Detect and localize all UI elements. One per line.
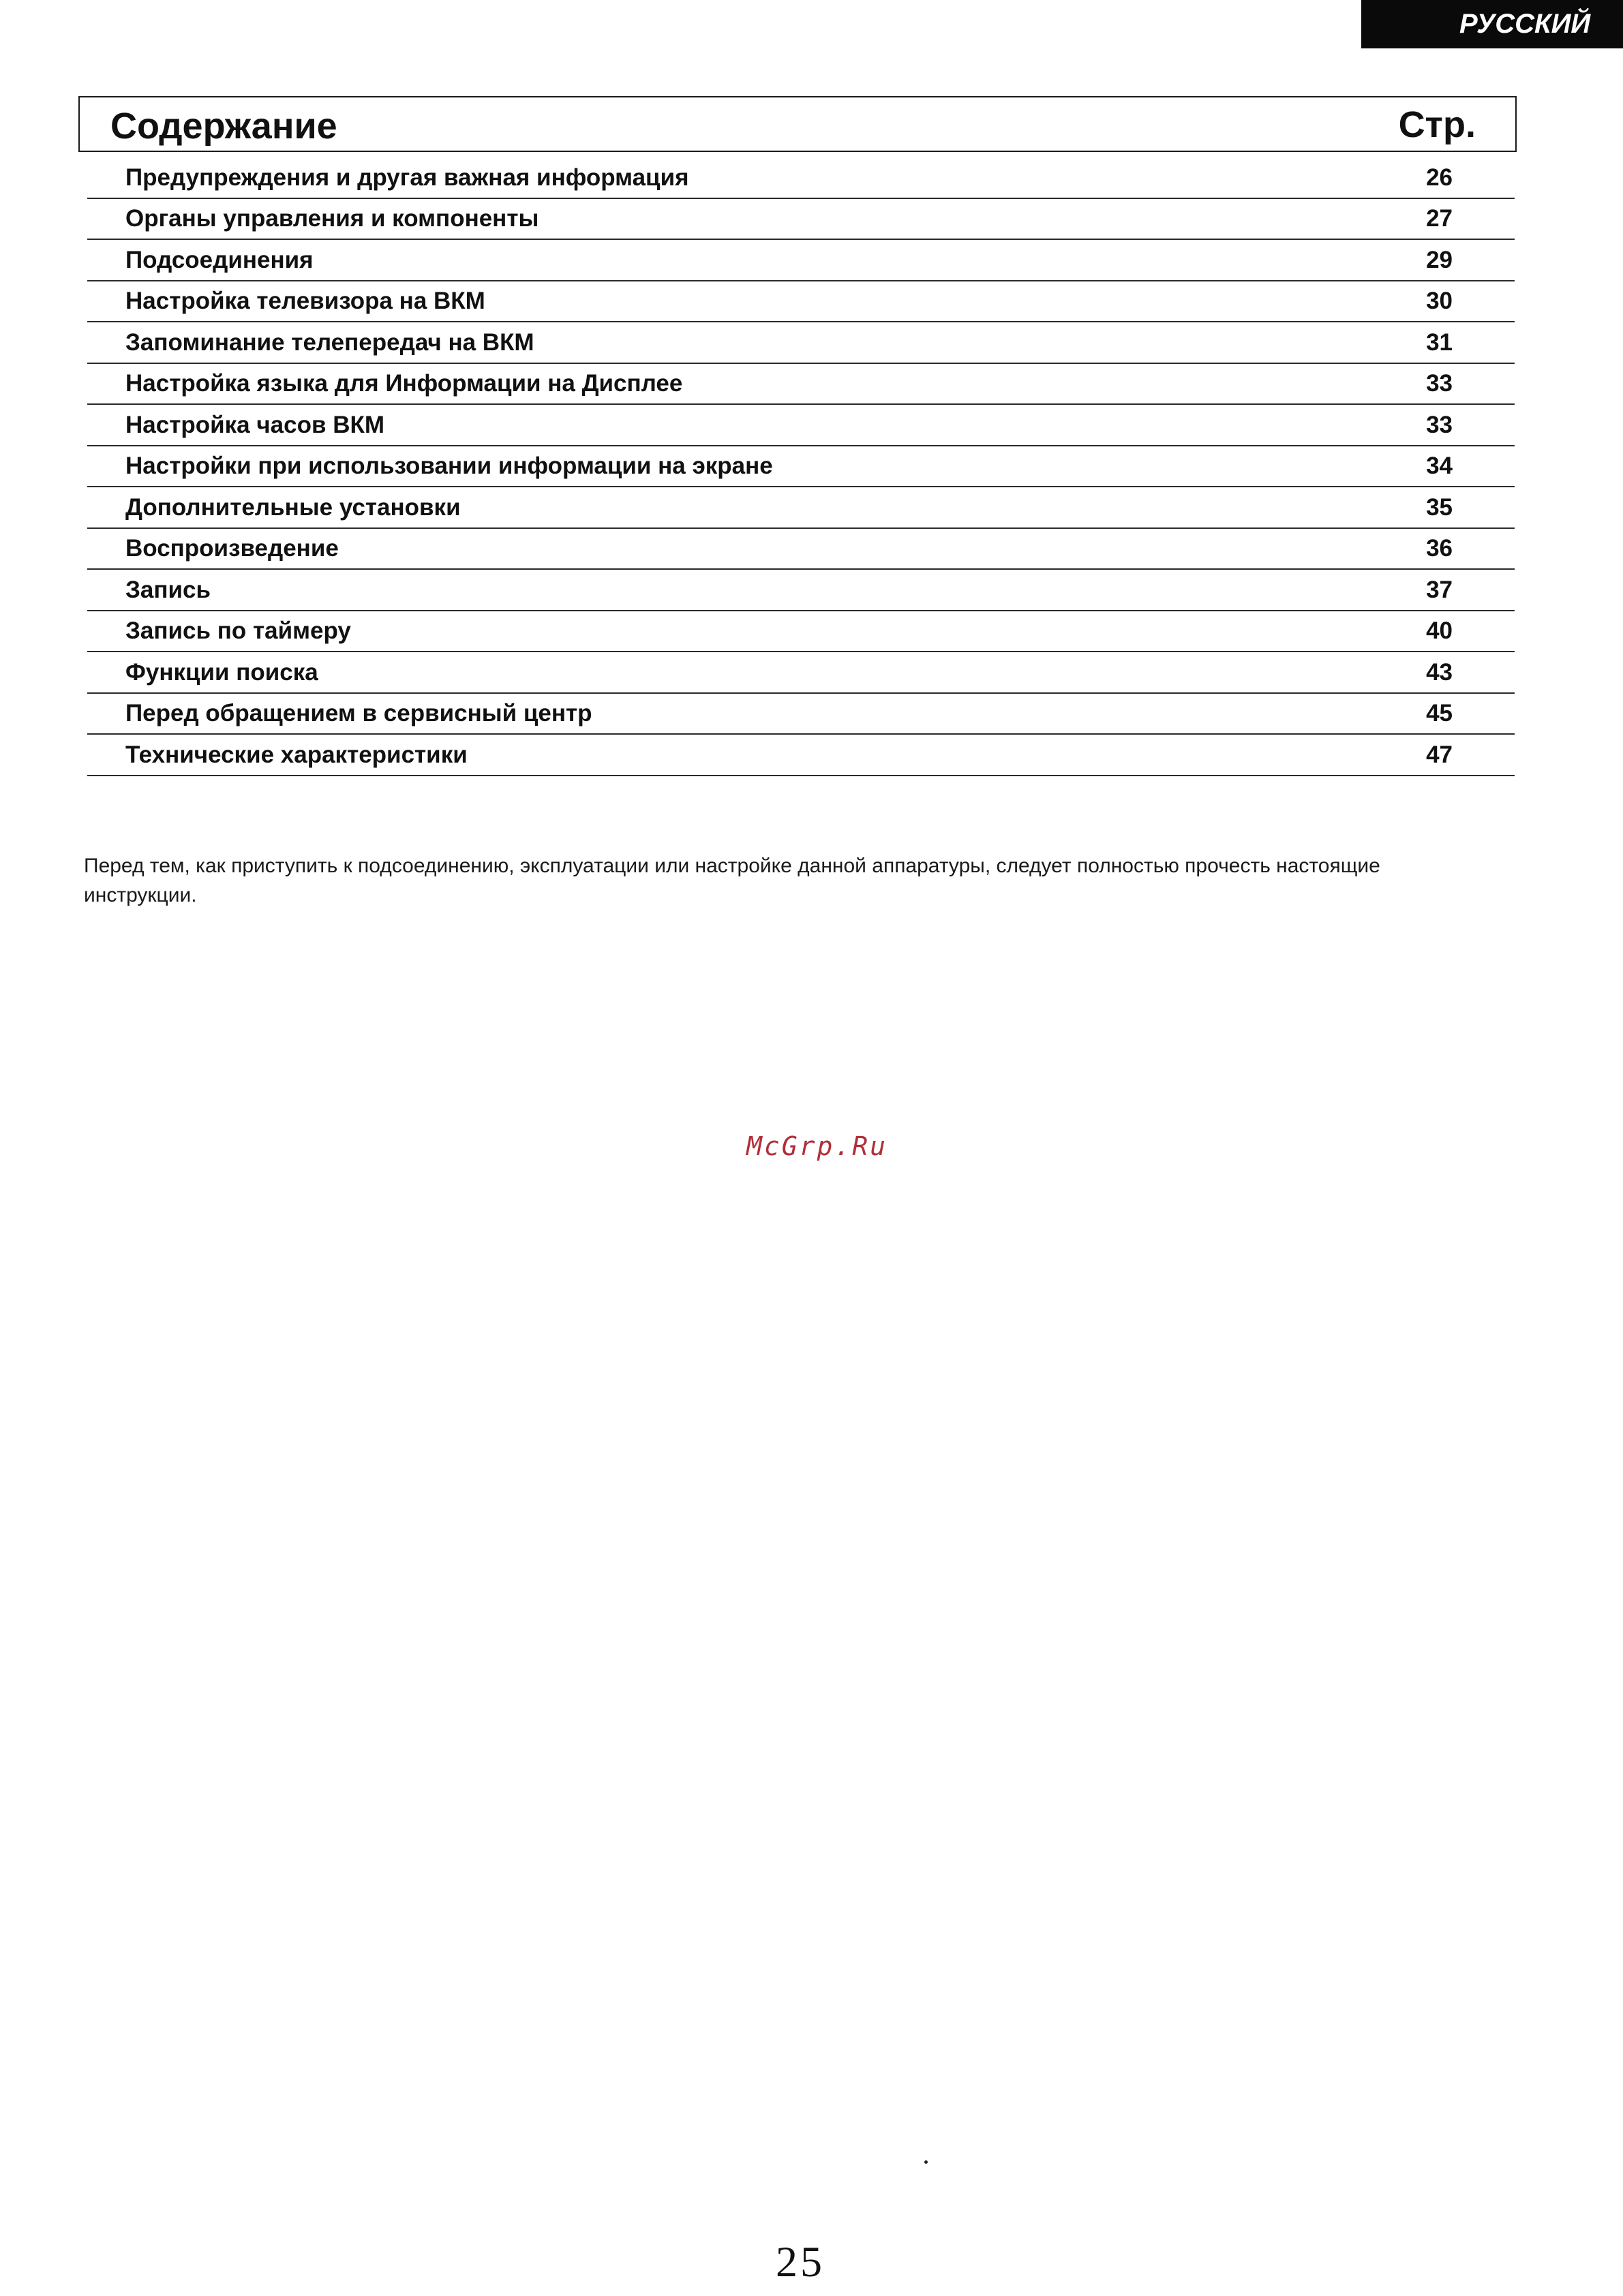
toc-title: Содержание bbox=[110, 106, 337, 147]
toc-entry-page: 26 bbox=[1426, 164, 1453, 191]
toc-row[interactable] bbox=[87, 240, 1515, 281]
toc-row[interactable] bbox=[87, 157, 1515, 199]
toc-row[interactable] bbox=[87, 611, 1515, 653]
toc-row[interactable] bbox=[87, 405, 1515, 446]
toc-entry-page: 34 bbox=[1426, 453, 1453, 479]
toc-entry-label: Технические характеристики bbox=[125, 741, 468, 768]
toc-entry-page: 47 bbox=[1426, 741, 1453, 768]
toc-header bbox=[78, 96, 1517, 152]
toc-entry-label: Запись по таймеру bbox=[125, 617, 351, 644]
toc-entry-label: Функции поиска bbox=[125, 658, 318, 686]
toc-entry-page: 37 bbox=[1426, 576, 1453, 603]
toc-entry-page: 29 bbox=[1426, 246, 1453, 273]
toc-entry-page: 40 bbox=[1426, 617, 1453, 644]
toc-row[interactable] bbox=[87, 487, 1515, 529]
toc-entry-page: 35 bbox=[1426, 493, 1453, 521]
toc-entry-page: 31 bbox=[1426, 328, 1453, 356]
toc-row[interactable] bbox=[87, 281, 1515, 323]
toc-entry-label: Настройка языка для Информации на Дисплее bbox=[125, 370, 683, 397]
toc-entry-page: 33 bbox=[1426, 370, 1453, 397]
toc-row[interactable] bbox=[87, 570, 1515, 611]
toc-page-label: Стр. bbox=[1398, 104, 1476, 145]
toc-entry-page: 33 bbox=[1426, 411, 1453, 438]
toc-entry-page: 30 bbox=[1426, 288, 1453, 314]
toc-row[interactable] bbox=[87, 446, 1515, 488]
intro-note: Перед тем, как приступить к подсоединению, эксплуатации или настройке данной аппаратуры, следует полностью прочесть настоящие инструкции. bbox=[84, 855, 1380, 906]
toc-entry-label: Настройка часов ВКМ bbox=[125, 411, 384, 438]
toc-row[interactable] bbox=[87, 364, 1515, 405]
toc-entry-page: 27 bbox=[1426, 205, 1453, 232]
toc-entry-label: Настройки при использовании информации на экране bbox=[125, 453, 773, 479]
toc-entry-label: Запоминание телепередач на ВКМ bbox=[125, 328, 534, 356]
toc-row[interactable] bbox=[87, 199, 1515, 241]
toc-entry-label: Запись bbox=[125, 576, 211, 603]
toc-entry-label: Органы управления и компоненты bbox=[125, 205, 539, 232]
toc-row[interactable] bbox=[87, 652, 1515, 694]
watermark: McGrp.Ru bbox=[746, 1131, 888, 1161]
scan-speck bbox=[924, 2160, 928, 2164]
toc-entry-label: Предупреждения и другая важная информация bbox=[125, 164, 689, 191]
toc-entry-label: Настройка телевизора на ВКМ bbox=[125, 288, 485, 314]
toc-entry-label: Воспроизведение bbox=[125, 535, 339, 562]
toc-row[interactable] bbox=[87, 322, 1515, 364]
toc-entry-page: 36 bbox=[1426, 535, 1453, 562]
toc-entry-label: Перед обращением в сервисный центр bbox=[125, 700, 592, 726]
toc-entry-label: Дополнительные установки bbox=[125, 493, 461, 521]
toc-entry-page: 43 bbox=[1426, 658, 1453, 686]
language-tab: РУССКИЙ bbox=[1361, 0, 1623, 48]
toc-row[interactable] bbox=[87, 529, 1515, 570]
toc-entry-label: Подсоединения bbox=[125, 246, 314, 273]
toc-row[interactable] bbox=[87, 694, 1515, 735]
toc-list bbox=[87, 157, 1515, 776]
page-number: 25 bbox=[776, 2237, 825, 2286]
toc-entry-page: 45 bbox=[1426, 700, 1453, 726]
toc-row[interactable] bbox=[87, 735, 1515, 776]
